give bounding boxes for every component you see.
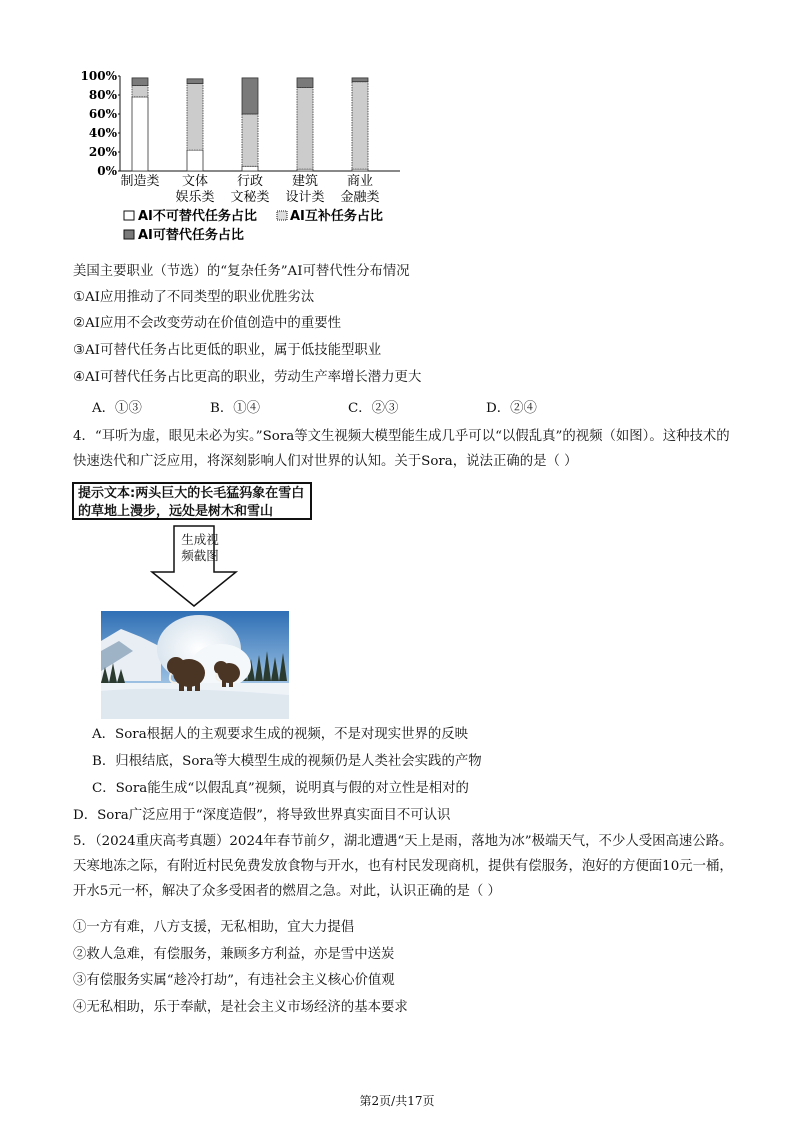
x-tick-label: 行政: [236, 174, 264, 189]
q3-statement-1: ①AI应用推动了不同类型的职业优胜劣汰: [73, 290, 315, 305]
bar-segment-replaceable: [187, 79, 203, 84]
y-tick-label: 20%: [88, 145, 117, 159]
q3-option-a[interactable]: A．①③: [92, 401, 142, 416]
y-tick-label: 40%: [88, 126, 117, 140]
bar-segment-complementary: [187, 84, 203, 151]
prompt-text-box: 提示文本:两头巨大的长毛猛犸象在雪白的草地上漫步，远处是树木和雪山: [72, 482, 312, 520]
q3-statement-3: ③AI可替代任务占比更低的职业，属于低技能型职业: [73, 343, 382, 358]
bar-segment-not-replaceable: [242, 166, 258, 171]
x-tick-label: 文秘类: [230, 190, 270, 205]
x-tick-label: 文体: [181, 174, 209, 189]
q3-option-c[interactable]: C．②③: [348, 401, 399, 416]
legend-not-replaceable: AI不可替代任务占比: [138, 209, 257, 224]
q5-statement-3: ③有偿服务实属“趁冷打劫”，有违社会主义核心价值观: [73, 973, 395, 988]
bar-segment-replaceable: [352, 78, 368, 82]
q5-statement-1: ①一方有难，八方支援，无私相助，宜大力提倡: [73, 920, 355, 935]
q3-options: [92, 397, 537, 416]
bar-segment-replaceable: [132, 78, 148, 86]
mammoth-video-screenshot: [101, 611, 289, 719]
x-tick-label: 制造类: [120, 174, 160, 189]
legend-swatch-not-replaceable: [124, 211, 134, 220]
x-tick-label: 设计类: [285, 190, 325, 205]
x-tick-label: 娱乐类: [175, 190, 215, 205]
x-tick-label: 商业: [346, 174, 374, 189]
q3-option-b[interactable]: B．①④: [210, 401, 261, 416]
page-number: 第2页/共17页: [359, 1094, 435, 1108]
x-tick-label: 金融类: [340, 190, 380, 205]
bar-segment-not-replaceable: [187, 150, 203, 171]
legend-replaceable: AI可替代任务占比: [138, 228, 244, 243]
q5-statement-2: ②救人急难，有偿服务，兼顾多方利益，亦是雪中送炭: [73, 947, 395, 962]
ai-task-chart: [80, 64, 410, 244]
bar-segment-not-replaceable: [132, 97, 148, 171]
bar-segment-replaceable: [297, 78, 313, 88]
y-tick-label: 80%: [88, 88, 117, 102]
q3-statement-2: ②AI应用不会改变劳动在价值创造中的重要性: [73, 316, 341, 331]
q5-stem: 5．（2024重庆高考真题）2024年春节前夕，湖北遭遇“天上是雨，落地为冰”极端天气，不少人受困高速公路。天寒地冻之际，有附近村民免费发放食物与开水，也有村民发现商机，提供有偿服务，泡好的方便面10元一桶，开水5元一杯，解决了众多受困者的燃眉之急。对此，认识正确的是（ ）: [73, 834, 733, 899]
q4-option-c[interactable]: C．Sora能生成“以假乱真”视频，说明真与假的对立性是相对的: [92, 781, 469, 796]
q5-statement-4: ④无私相助，乐于奉献，是社会主义市场经济的基本要求: [73, 1000, 408, 1015]
bar-segment-complementary: [242, 114, 258, 166]
bar-segment-complementary: [352, 82, 368, 169]
q4-option-b[interactable]: B．归根结底，Sora等大模型生成的视频仍是人类社会实践的产物: [92, 754, 482, 769]
x-tick-label: 建筑: [291, 174, 319, 189]
chart-caption: 美国主要职业（节选）的“复杂任务”AI可替代性分布情况: [73, 264, 410, 279]
q4-stem: 4．“耳听为虚，眼见未必为实。”Sora等文生视频大模型能生成几乎可以“以假乱真”的视频（如图）。这种技术的快速迭代和广泛应用，将深刻影响人们对世界的认知。关于Sora，说法正确的是（ ）: [73, 429, 730, 469]
q3-option-d[interactable]: D．②④: [486, 401, 537, 416]
y-tick-label: 0%: [97, 164, 117, 178]
q4-option-a[interactable]: A．Sora根据人的主观要求生成的视频，不是对现实世界的反映: [92, 727, 469, 742]
q4-option-d[interactable]: D．Sora广泛应用于“深度造假”，将导致世界真实面目不可认识: [73, 808, 451, 823]
q3-statement-4: ④AI可替代任务占比更高的职业，劳动生产率增长潜力更大: [73, 370, 422, 385]
y-tick-label: 60%: [88, 107, 117, 121]
bar-segment-replaceable: [242, 78, 258, 114]
legend-complementary: AI互补任务占比: [290, 209, 383, 224]
bar-segment-complementary: [132, 86, 148, 97]
legend-swatch-replaceable: [124, 230, 134, 239]
arrow-label: 生成视频截图: [181, 532, 219, 563]
y-tick-label: 100%: [80, 69, 117, 83]
legend-swatch-complementary: [277, 211, 287, 220]
bar-segment-complementary: [297, 87, 313, 169]
